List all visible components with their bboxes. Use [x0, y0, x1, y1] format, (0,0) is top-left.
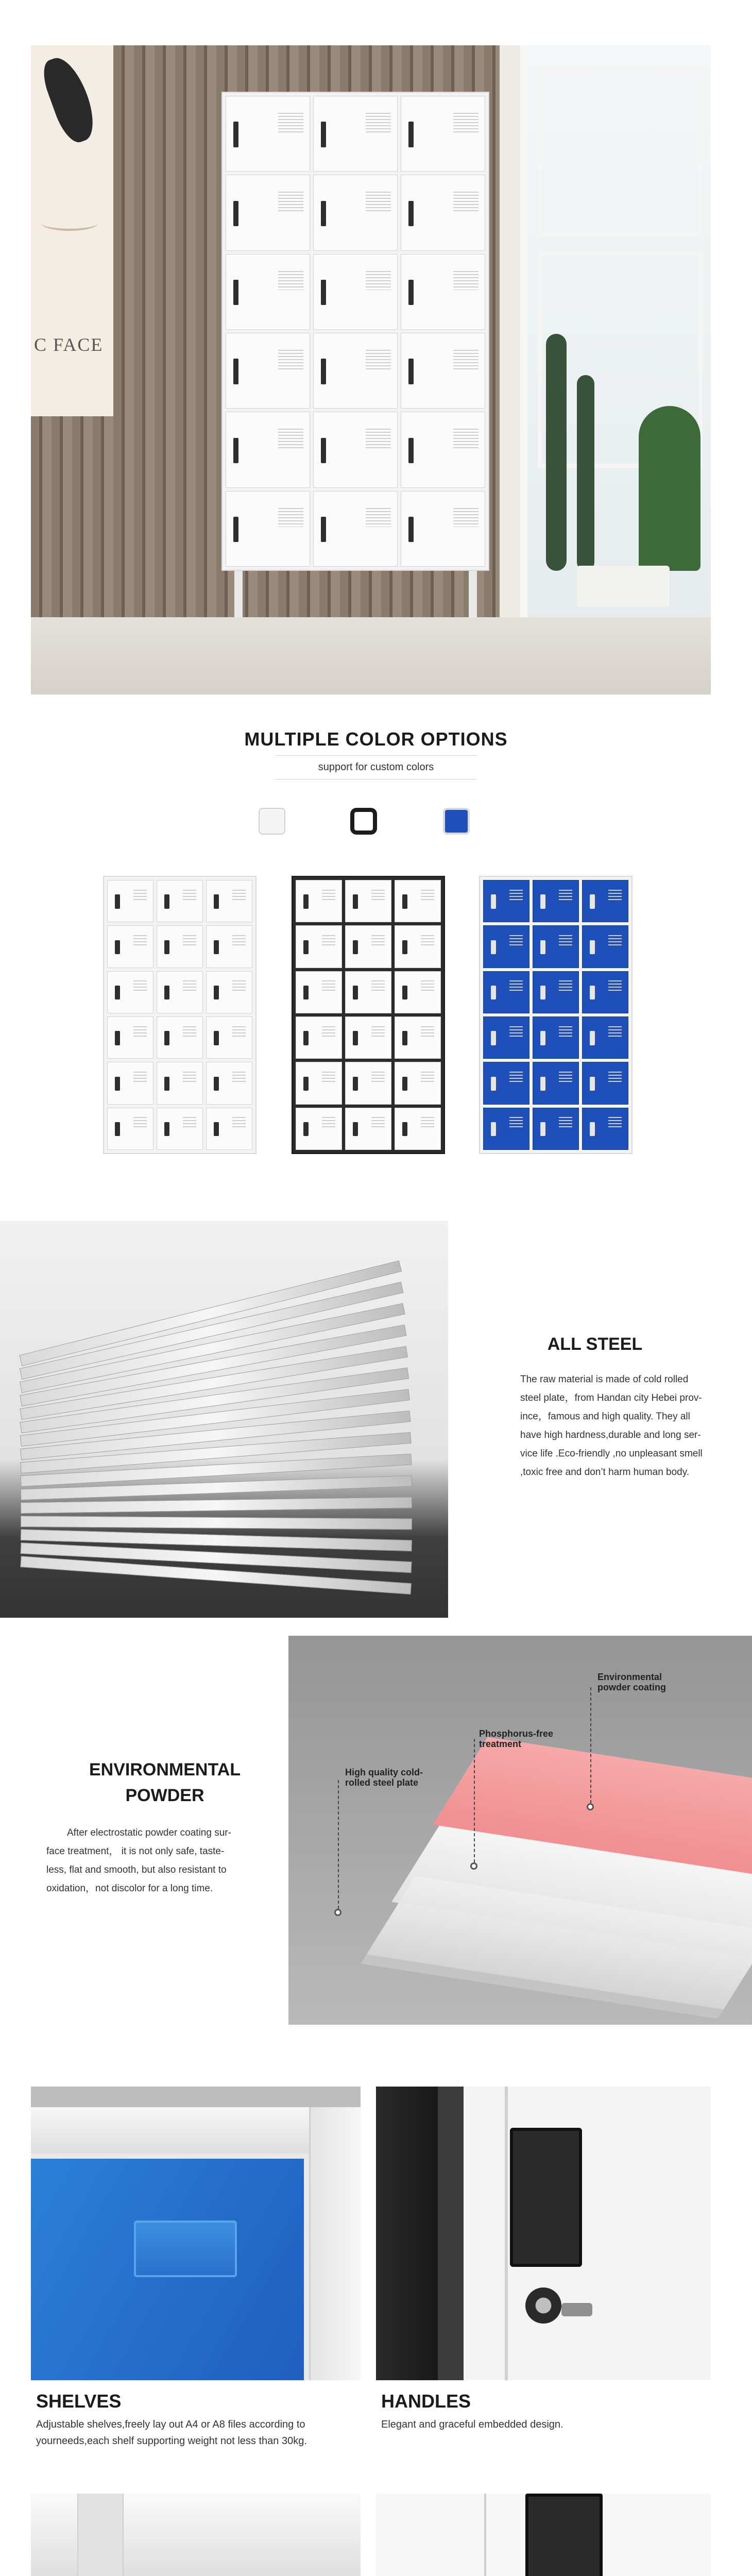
vent-slots — [453, 113, 478, 132]
lock-icon — [353, 1077, 358, 1091]
vent-slots — [421, 1117, 434, 1128]
lock-icon — [491, 940, 496, 954]
vent-slots — [371, 1072, 385, 1082]
locker-door — [107, 971, 153, 1013]
vent-slots — [366, 350, 391, 369]
vent-slots — [509, 1117, 523, 1128]
steel-sheet — [21, 1497, 412, 1514]
window-pane — [538, 66, 703, 236]
locker-door — [313, 412, 398, 487]
locker-door — [226, 491, 310, 567]
lock-icon — [590, 1122, 595, 1136]
locker-door — [107, 925, 153, 968]
color-options-title: MULTIPLE COLOR OPTIONS — [244, 728, 508, 750]
lock-icon — [408, 122, 414, 147]
locker-white — [103, 876, 257, 1154]
vent-slots — [366, 113, 391, 132]
vent-slots — [232, 890, 246, 901]
lock-image — [376, 2494, 711, 2576]
vent-slots — [322, 1072, 335, 1082]
lock-icon — [402, 1077, 407, 1091]
locker-door — [483, 1016, 529, 1059]
cactus-plant — [577, 375, 594, 571]
locker-door — [226, 175, 310, 250]
locker-door — [395, 880, 441, 922]
description-line: The raw material is made of cold rolled — [520, 1374, 689, 1385]
vent-slots — [608, 935, 622, 946]
lock-icon — [540, 986, 545, 999]
lock-icon — [115, 894, 120, 908]
door-gap — [484, 2494, 486, 2576]
description-line: Adjustable shelves,freely lay out A4 or A8 files according to — [36, 2419, 305, 2430]
shelves-image — [31, 2087, 361, 2380]
steel-sheet — [21, 1516, 412, 1530]
locker-door — [395, 1108, 441, 1150]
callout-leader-line — [474, 1739, 475, 1862]
vent-slots — [183, 890, 196, 901]
locker-door — [313, 254, 398, 330]
lock-icon — [233, 517, 238, 542]
locker-cabinet — [221, 92, 489, 571]
vent-slots — [421, 1026, 434, 1037]
cabinet-side-frame — [309, 2107, 361, 2380]
callout-line: Environmental — [597, 1672, 662, 1682]
lock-icon — [590, 986, 595, 999]
callout-leader-line — [590, 1687, 591, 1803]
vent-slots — [559, 1072, 572, 1082]
lock-icon — [115, 1077, 120, 1091]
locker-door — [533, 1062, 579, 1104]
locker-door — [226, 96, 310, 172]
shelves-description — [36, 2416, 366, 2449]
lock-icon — [402, 986, 407, 999]
vent-slots — [278, 350, 303, 369]
locker-door — [157, 925, 203, 968]
locker-door — [345, 1108, 391, 1150]
callout-line: High quality cold- — [345, 1767, 423, 1777]
locker-door — [296, 1108, 342, 1150]
locker-black-frame — [292, 876, 445, 1154]
door-edge — [438, 2087, 464, 2380]
lock-icon — [321, 122, 326, 147]
cabinet-leg — [469, 571, 477, 617]
locker-door — [157, 880, 203, 922]
locker-door — [206, 971, 252, 1013]
lock-icon — [321, 438, 326, 463]
locker-door — [107, 880, 153, 922]
locker-door — [483, 925, 529, 968]
locker-door — [345, 971, 391, 1013]
vent-slots — [559, 1117, 572, 1128]
lock-icon — [540, 894, 545, 908]
lock-icon — [321, 201, 326, 226]
steel-plates-image — [0, 1221, 448, 1618]
locker-door — [157, 971, 203, 1013]
vent-slots — [183, 980, 196, 991]
lock-icon — [402, 1122, 407, 1136]
lock-icon — [164, 1122, 169, 1136]
lock-icon — [233, 359, 238, 384]
wall-poster — [31, 45, 113, 416]
lock-icon — [303, 940, 309, 954]
lock-icon — [402, 1031, 407, 1045]
vent-slots — [366, 192, 391, 211]
locker-door — [582, 1016, 628, 1059]
callout-cold-rolled-steel — [345, 1767, 423, 1788]
callout-pin — [587, 1803, 594, 1810]
lock-icon — [164, 1077, 169, 1091]
lock-icon — [408, 438, 414, 463]
locker-door — [395, 1062, 441, 1104]
lock-icon — [590, 894, 595, 908]
locker-door — [313, 333, 398, 409]
locker-door — [157, 1062, 203, 1104]
lock-icon — [214, 1122, 219, 1136]
locker-door — [296, 1016, 342, 1059]
lock-icon — [408, 280, 414, 305]
locker-door — [107, 1062, 153, 1104]
locker-door — [313, 491, 398, 567]
color-options-subtitle: support for custom colors — [318, 761, 434, 773]
vent-slots — [322, 890, 335, 901]
plant-pot — [577, 566, 670, 607]
divider — [276, 755, 476, 756]
description-line: less, flat and smooth, but also resistant to — [46, 1865, 227, 1875]
poster-text: C FACE — [34, 334, 104, 355]
locker-door — [345, 925, 391, 968]
lock-icon — [540, 1122, 545, 1136]
cabinet-leg — [234, 571, 243, 617]
environmental-title — [52, 1757, 278, 1808]
vent-slots — [421, 980, 434, 991]
locker-door — [226, 254, 310, 330]
lock-icon — [402, 894, 407, 908]
locker-door — [401, 491, 485, 567]
description-line: ince，famous and high quality. They all — [520, 1411, 690, 1422]
lock-icon — [303, 1122, 309, 1136]
vent-slots — [322, 935, 335, 946]
description-line: face treatment， it is not only safe, taste- — [46, 1846, 225, 1857]
cabinet-top-frame — [31, 2087, 361, 2107]
lock-icon — [408, 359, 414, 384]
vent-slots — [183, 1117, 196, 1128]
title-line: ENVIRONMENTAL — [89, 1760, 241, 1780]
swatch-blue[interactable] — [443, 808, 470, 835]
vent-slots — [608, 890, 622, 901]
vent-slots — [421, 1072, 434, 1082]
vent-slots — [183, 1026, 196, 1037]
callout-line: treatment — [479, 1739, 522, 1749]
swatch-white[interactable] — [259, 808, 285, 835]
vent-slots — [608, 1117, 622, 1128]
description-line: have high hardness,durable and long ser- — [520, 1430, 701, 1440]
locker-door — [226, 333, 310, 409]
vent-slots — [133, 890, 147, 901]
lock-icon — [540, 1077, 545, 1091]
description-line: yourneeds,each shelf supporting weight not less than 30kg. — [36, 2435, 307, 2447]
lock-icon — [590, 940, 595, 954]
lock-icon — [303, 1031, 309, 1045]
lock-icon — [321, 280, 326, 305]
locker-door — [206, 880, 252, 922]
vent-slots — [278, 192, 303, 211]
vent-slots — [133, 935, 147, 946]
lock-icon — [303, 1077, 309, 1091]
locker-blue-doors — [479, 876, 633, 1154]
lock-icon — [491, 1031, 496, 1045]
locker-door — [206, 925, 252, 968]
locker-door — [107, 1108, 153, 1150]
lock-icon — [402, 940, 407, 954]
lock-icon — [233, 280, 238, 305]
locker-door — [533, 1016, 579, 1059]
lock-icon — [233, 201, 238, 226]
vent-slots — [453, 350, 478, 369]
handles-image — [376, 2087, 711, 2380]
callout-line: rolled steel plate — [345, 1777, 419, 1788]
vent-slots — [133, 1117, 147, 1128]
locker-door — [483, 1108, 529, 1150]
description-line: Elegant and graceful embedded design. — [381, 2419, 563, 2430]
locker-door — [395, 971, 441, 1013]
locker-door — [206, 1062, 252, 1104]
vent-slots — [371, 1026, 385, 1037]
locker-door — [313, 175, 398, 250]
lock-icon — [115, 1031, 120, 1045]
vent-slots — [232, 1072, 246, 1082]
callout-pin — [334, 1909, 341, 1916]
vent-slots — [133, 980, 147, 991]
callout-line: powder coating — [597, 1682, 666, 1692]
locker-door — [345, 880, 391, 922]
vent-slots — [322, 1026, 335, 1037]
lock-icon — [214, 1077, 219, 1091]
lock-icon — [353, 940, 358, 954]
lock-icon — [214, 894, 219, 908]
lock-icon — [214, 986, 219, 999]
poster-ink-mark — [38, 52, 101, 147]
locker-door — [157, 1016, 203, 1059]
lock-icon — [408, 517, 414, 542]
vent-slots — [453, 429, 478, 448]
locker-door — [401, 412, 485, 487]
locker-door — [226, 412, 310, 487]
swatch-black[interactable] — [350, 808, 377, 835]
vent-slots — [509, 1072, 523, 1082]
vent-slots — [183, 935, 196, 946]
vent-slots — [232, 1026, 246, 1037]
lock-icon — [115, 1122, 120, 1136]
locker-door — [483, 1062, 529, 1104]
lock-icon — [408, 201, 414, 226]
lock-icon — [164, 1031, 169, 1045]
lock-icon — [164, 986, 169, 999]
lock-icon — [491, 986, 496, 999]
door-gap — [505, 2087, 508, 2380]
description-line: After electrostatic powder coating sur- — [67, 1827, 231, 1838]
locker-door — [582, 971, 628, 1013]
vent-slots — [559, 890, 572, 901]
lock-icon — [303, 894, 309, 908]
description-line: oxidation，not discolor for a long time. — [46, 1883, 213, 1894]
vent-slots — [366, 429, 391, 448]
vent-slots — [559, 935, 572, 946]
lock-icon — [214, 1031, 219, 1045]
lock-icon — [321, 359, 326, 384]
locker-door — [206, 1016, 252, 1059]
vent-slots — [232, 935, 246, 946]
vent-slots — [133, 1072, 147, 1082]
embedded-handle-icon — [525, 2494, 603, 2576]
coating-layers-image — [288, 1636, 752, 2025]
description-line: steel plate，from Handan city Hebei prov- — [520, 1393, 702, 1403]
locker-door — [107, 1016, 153, 1059]
handles-title: HANDLES — [381, 2391, 471, 2412]
lock-cylinder-icon — [525, 2287, 561, 2324]
shelves-title: SHELVES — [36, 2391, 122, 2412]
key-icon — [561, 2303, 592, 2316]
vent-slots — [559, 1026, 572, 1037]
floor — [31, 617, 711, 694]
cactus-plant — [546, 334, 567, 571]
vent-slots — [371, 890, 385, 901]
locker-door — [395, 1016, 441, 1059]
locker-door — [157, 1108, 203, 1150]
callout-phosphorus-free — [479, 1728, 553, 1749]
locker-door — [296, 1062, 342, 1104]
locker-door — [395, 925, 441, 968]
lock-icon — [491, 1077, 496, 1091]
embedded-handle-icon — [510, 2128, 582, 2267]
all-steel-title: ALL STEEL — [547, 1334, 643, 1354]
vent-slots — [453, 508, 478, 528]
description-line: ,toxic free and don’t harm human body. — [520, 1467, 690, 1478]
locker-door — [483, 880, 529, 922]
locker-door — [582, 925, 628, 968]
vent-slots — [371, 980, 385, 991]
vent-slots — [608, 1072, 622, 1082]
callout-powder-coating — [597, 1672, 666, 1692]
vent-slots — [608, 1026, 622, 1037]
vent-slots — [232, 980, 246, 991]
lock-icon — [540, 940, 545, 954]
lock-icon — [590, 1031, 595, 1045]
locker-door — [533, 925, 579, 968]
lock-icon — [233, 122, 238, 147]
all-steel-description — [520, 1370, 726, 1482]
vent-slots — [322, 1117, 335, 1128]
locker-door — [401, 254, 485, 330]
description-line: vice life .Eco-friendly ,no unpleasant smell — [520, 1448, 703, 1459]
lock-icon — [491, 894, 496, 908]
vent-slots — [608, 980, 622, 991]
locker-door — [296, 925, 342, 968]
vent-slots — [183, 1072, 196, 1082]
leafy-plant — [639, 406, 700, 571]
lock-icon — [491, 1122, 496, 1136]
cabinet-corner — [77, 2494, 124, 2576]
lock-icon — [540, 1031, 545, 1045]
vent-slots — [366, 271, 391, 291]
lock-icon — [115, 940, 120, 954]
lock-icon — [214, 940, 219, 954]
vent-slots — [371, 1117, 385, 1128]
lock-icon — [590, 1077, 595, 1091]
vent-slots — [278, 429, 303, 448]
locker-door — [533, 880, 579, 922]
callout-pin — [470, 1862, 477, 1870]
vent-slots — [453, 192, 478, 211]
lock-icon — [303, 986, 309, 999]
vent-slots — [322, 980, 335, 991]
vent-slots — [133, 1026, 147, 1037]
vent-slots — [421, 890, 434, 901]
locker-door — [582, 1062, 628, 1104]
handles-description — [381, 2416, 711, 2433]
vent-slots — [232, 1117, 246, 1128]
lock-icon — [353, 1031, 358, 1045]
hero-image — [31, 45, 711, 694]
lock-icon — [233, 438, 238, 463]
vent-slots — [559, 980, 572, 991]
locker-door — [401, 333, 485, 409]
lock-icon — [353, 894, 358, 908]
standing-foot-image — [31, 2494, 361, 2576]
locker-door — [296, 880, 342, 922]
lock-icon — [353, 986, 358, 999]
vent-slots — [278, 508, 303, 528]
locker-door — [206, 1108, 252, 1150]
locker-door — [401, 175, 485, 250]
locker-door — [533, 1108, 579, 1150]
locker-door — [533, 971, 579, 1013]
locker-door — [483, 971, 529, 1013]
lock-icon — [321, 517, 326, 542]
title-line: POWDER — [125, 1786, 204, 1805]
vent-slots — [509, 980, 523, 991]
vent-slots — [371, 935, 385, 946]
vent-slots — [509, 1026, 523, 1037]
locker-door — [401, 96, 485, 172]
lock-icon — [115, 986, 120, 999]
lock-icon — [353, 1122, 358, 1136]
locker-door — [296, 971, 342, 1013]
locker-door — [313, 96, 398, 172]
vent-slots — [366, 508, 391, 528]
vent-slots — [453, 271, 478, 291]
poster-brush-stroke — [41, 215, 98, 231]
locker-door — [582, 1108, 628, 1150]
locker-door — [345, 1062, 391, 1104]
locker-door — [582, 880, 628, 922]
lock-icon — [164, 940, 169, 954]
environmental-description — [46, 1824, 273, 1898]
vent-slots — [421, 935, 434, 946]
lock-icon — [164, 894, 169, 908]
callout-leader-line — [338, 1780, 339, 1909]
vent-slots — [509, 890, 523, 901]
vent-slots — [278, 271, 303, 291]
vent-slots — [509, 935, 523, 946]
label-holder-icon — [134, 2221, 237, 2277]
vent-slots — [278, 113, 303, 132]
locker-door — [345, 1016, 391, 1059]
callout-line: Phosphorus-free — [479, 1728, 554, 1739]
